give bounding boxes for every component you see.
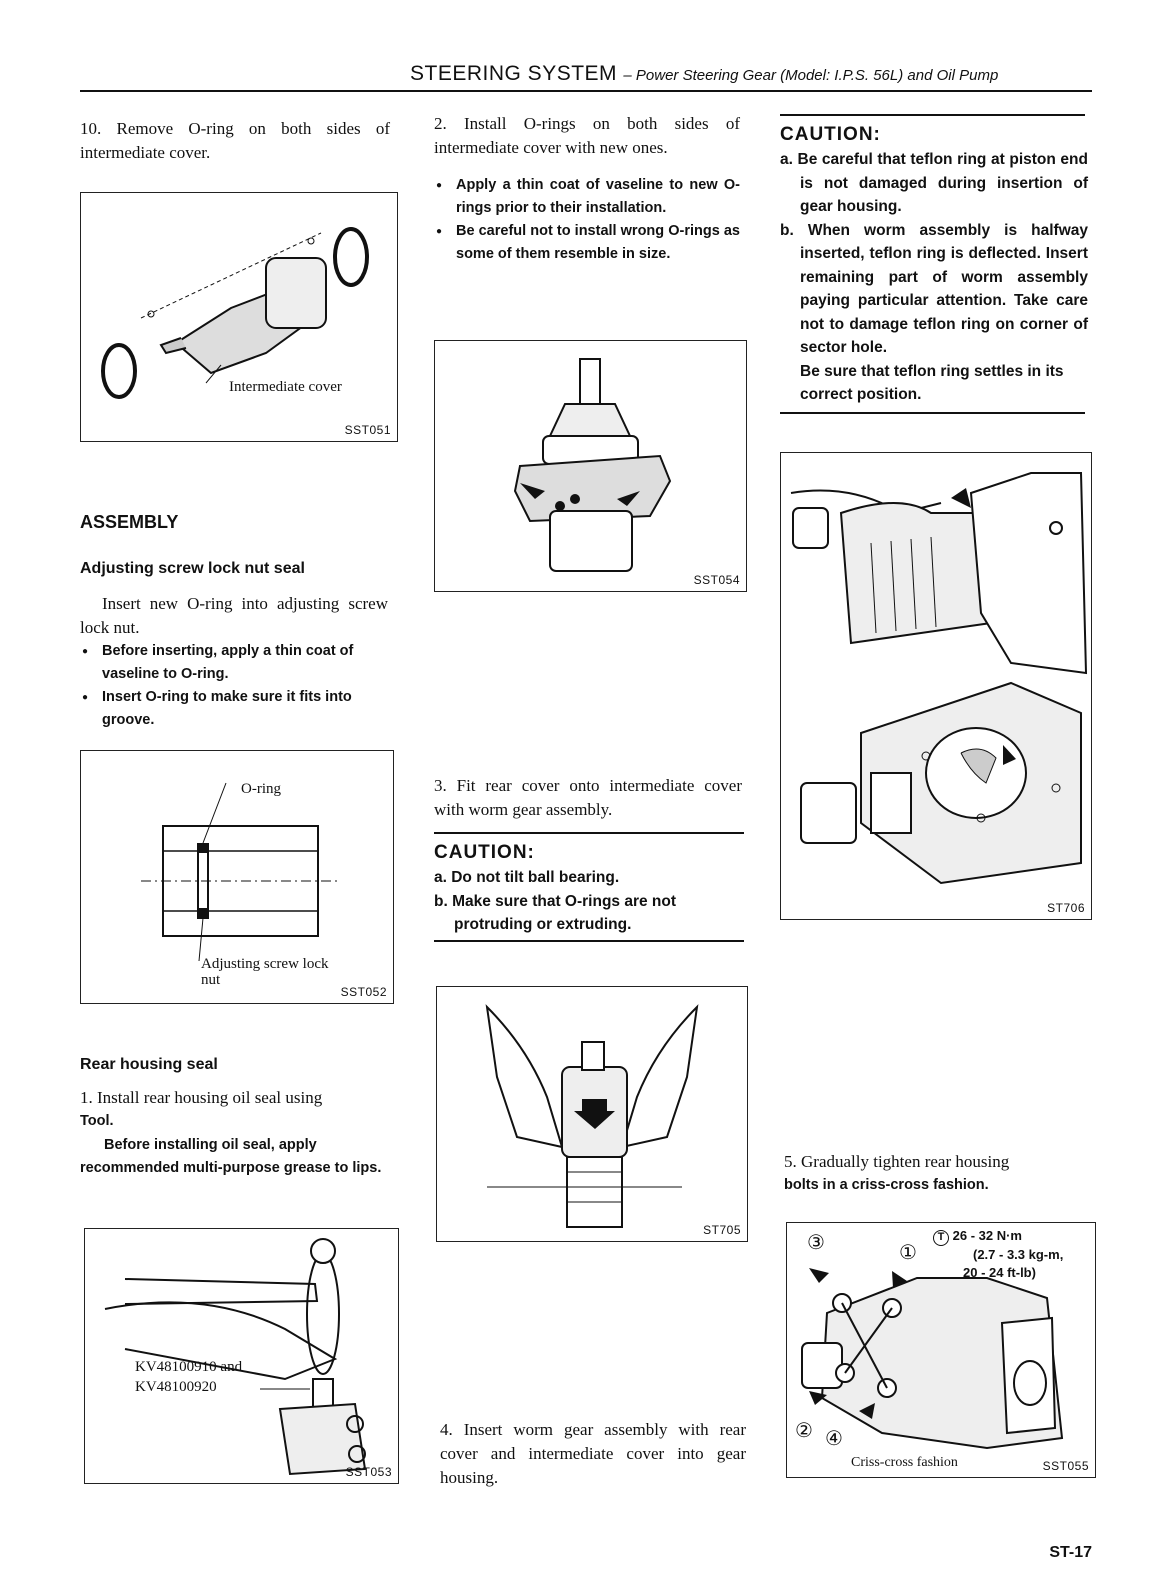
- hands-rear-cover-drawing: [437, 987, 749, 1243]
- figure-intermediate-cover: [80, 192, 398, 442]
- caution-item-b-note: Be sure that teflon ring settles in its correct position.: [800, 362, 1064, 403]
- header-title: STEERING SYSTEM: [410, 62, 618, 85]
- bolt-number-1: ①: [899, 1242, 917, 1264]
- page-header: [410, 62, 998, 86]
- figure-code: ST706: [1047, 901, 1085, 915]
- caution-item: b. Make sure that O-rings are not protruding or extruding.: [434, 892, 677, 933]
- caution-rule-top: [780, 114, 1085, 116]
- caution-rule-bottom: [780, 412, 1085, 414]
- figure-criss-cross: [786, 1222, 1096, 1478]
- step-5: [784, 1150, 1090, 1197]
- intermediate-cover-label: Intermediate cover: [229, 379, 342, 395]
- bullet-item: ● Apply a thin coat of vaseline to new O-rings prior to their installation.: [434, 174, 740, 220]
- gear-housing-drawing: [781, 453, 1093, 921]
- caution-title: CAUTION:: [434, 842, 535, 863]
- caution-box-middle: [434, 842, 744, 937]
- step-10-text: 10. Remove O-ring on both sides of intermediate cover.: [80, 119, 390, 162]
- header-rule: [80, 90, 1092, 92]
- figure-code: SST051: [344, 423, 391, 437]
- bolt-number-3: ③: [807, 1232, 825, 1254]
- step-2-text: 2. Install O-rings on both sides of intermediate cover with new ones.: [434, 114, 740, 157]
- adjusting-screw-bullets: [80, 640, 388, 732]
- bolt-number-2: ②: [795, 1420, 813, 1442]
- o-ring-label: O-ring: [241, 781, 281, 797]
- step-5-text: 5. Gradually tighten rear housing: [784, 1152, 1010, 1171]
- torque-wrench-icon: T: [933, 1230, 949, 1246]
- figure-code: SST054: [693, 573, 740, 587]
- step-5-bold: bolts in a criss-cross fashion.: [784, 1177, 989, 1193]
- step-1-text: 1. Install rear housing oil seal using: [80, 1088, 323, 1107]
- worm-gear-o-ring-drawing: [435, 341, 748, 593]
- bullet-item: ● Be careful not to install wrong O-rings as some of them resemble in size.: [434, 220, 740, 266]
- figure-oil-seal-install: [84, 1228, 399, 1484]
- figure-code: SST052: [340, 985, 387, 999]
- caution-rule-bottom: [434, 940, 744, 942]
- torque-value-nm: 26 - 32 N·m: [952, 1228, 1022, 1243]
- tool-number-label: KV48100910 and KV48100920: [135, 1359, 243, 1395]
- rear-housing-note: Before installing oil seal, apply recommended multi-purpose grease to lips.: [80, 1137, 382, 1176]
- figure-o-ring-install: [434, 340, 747, 592]
- adjusting-screw-label: Adjusting screw lock nut: [201, 956, 329, 988]
- rear-housing-heading: Rear housing seal: [80, 1056, 218, 1073]
- figure-code: SST053: [345, 1465, 392, 1479]
- caution-item-a: a. Be careful that teflon ring at piston end is not damaged during insertion of gear housing.: [780, 151, 1088, 215]
- caution-box-right: [780, 124, 1088, 407]
- header-subtitle: – Power Steering Gear (Model: I.P.S. 56L) and Oil Pump: [623, 67, 999, 84]
- bolt-number-4: ④: [825, 1428, 843, 1450]
- bullet-item: ● Insert O-ring to make sure it fits into groove.: [80, 686, 388, 732]
- caution-rule-top: [434, 832, 744, 834]
- figure-insert-worm-gear: [780, 452, 1092, 920]
- rear-housing-step1: [80, 1086, 388, 1133]
- torque-spec: [933, 1227, 1063, 1282]
- step-4-text: 4. Insert worm gear assembly with rear cover and intermediate cover into gear housing.: [440, 1420, 746, 1487]
- step-2-bullets: [434, 174, 740, 266]
- step-3-text: 3. Fit rear cover onto intermediate cover with worm gear assembly.: [434, 776, 742, 819]
- page-number: ST-17: [1049, 1544, 1092, 1561]
- figure-code: SST055: [1042, 1459, 1089, 1473]
- assembly-heading: ASSEMBLY: [80, 512, 179, 532]
- criss-cross-caption: Criss-cross fashion: [851, 1455, 958, 1470]
- figure-fit-rear-cover: [436, 986, 748, 1242]
- caution-title: CAUTION:: [780, 124, 881, 145]
- caution-item: a. Do not tilt ball bearing.: [434, 869, 620, 886]
- bullet-item: ● Before inserting, apply a thin coat of vaseline to O-ring.: [80, 640, 388, 686]
- intermediate-cover-drawing: [81, 193, 399, 443]
- figure-code: ST705: [703, 1223, 741, 1237]
- adjusting-screw-text: Insert new O-ring into adjusting screw lock nut.: [80, 594, 388, 637]
- step-1-tool: Tool.: [80, 1113, 114, 1129]
- adjusting-screw-heading: Adjusting screw lock nut seal: [80, 560, 305, 577]
- figure-o-ring-lock-nut: [80, 750, 394, 1004]
- torque-value-kgm: (2.7 - 3.3 kg-m,: [973, 1247, 1064, 1262]
- torque-value-ftlb: 20 - 24 ft-lb): [963, 1265, 1036, 1280]
- caution-item-b: b. When worm assembly is halfway inserted, teflon ring is deflected. Insert remaining part of worm assembly paying particular attention. Take care not to damage teflon ring on corner of sector hole.: [780, 221, 1088, 356]
